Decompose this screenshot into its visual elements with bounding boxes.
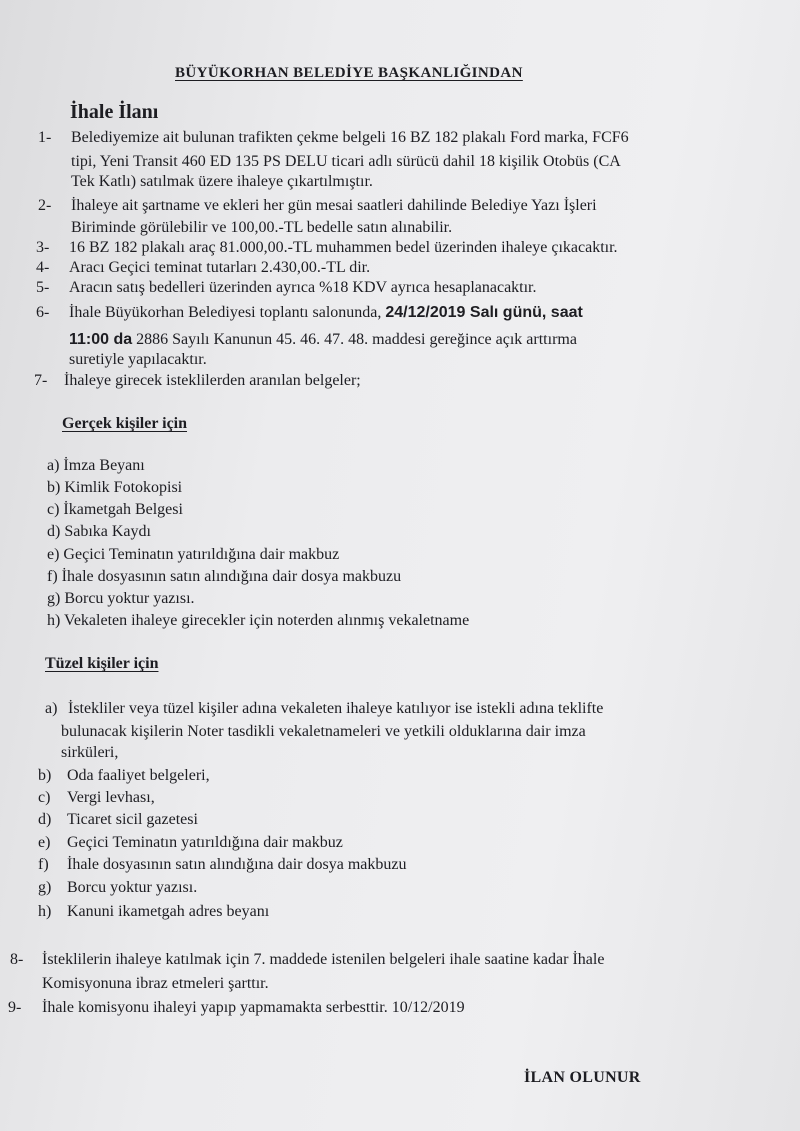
tuzel-letter: e)	[38, 834, 51, 851]
item-2-line: Biriminde görülebilir ve 100,00.-TL bedelle satın alınabilir.	[71, 219, 453, 236]
item-2-number: 2-	[38, 197, 52, 214]
tuzel-letter: h)	[38, 903, 52, 920]
tuzel-a-line: sirküleri,	[61, 744, 119, 761]
document-title: BÜYÜKORHAN BELEDİYE BAŞKANLIĞINDAN	[175, 65, 523, 81]
item-1-line: Tek Katlı) satılmak üzere ihaleye çıkartılmıştır.	[71, 173, 373, 190]
gercek-list-item: g) Borcu yoktur yazısı.	[47, 590, 195, 607]
item-6-line: suretiyle yapılacaktır.	[69, 351, 207, 368]
item-2-line: İhaleye ait şartname ve ekleri her gün mesai saatleri dahilinde Belediye Yazı İşleri	[71, 197, 597, 214]
tuzel-list-item: Borcu yoktur yazısı.	[67, 879, 198, 896]
item-7-number: 7-	[34, 372, 48, 389]
item-6-line	[69, 303, 583, 323]
item-1-line: tipi, Yeni Transit 460 ED 135 PS DELU ticari adlı sürücü dahil 18 kişilik Otobüs (CA	[71, 153, 621, 170]
tuzel-letter: b)	[38, 767, 52, 784]
item-4-number: 4-	[36, 259, 50, 276]
tuzel-letter: g)	[38, 879, 52, 896]
item-5-number: 5-	[36, 279, 50, 296]
tuzel-list-item: Vergi levhası,	[67, 789, 155, 806]
gercek-heading: Gerçek kişiler için	[62, 415, 188, 432]
tuzel-a-line: İstekliler veya tüzel kişiler adına vekaleten ihaleye katılıyor ise istekli adına teklifte	[68, 700, 604, 717]
tuzel-letter: d)	[38, 811, 52, 828]
gercek-list-item: b) Kimlik Fotokopisi	[47, 479, 183, 496]
signature: İLAN OLUNUR	[524, 1069, 641, 1086]
gercek-list-item: h) Vekaleten ihaleye girecekler için noterden alınmış vekaletname	[47, 612, 470, 629]
tuzel-a-line: bulunacak kişilerin Noter tasdikli vekaletnameleri ve yetkili olduklarına dair imza	[61, 723, 586, 740]
tuzel-list-item: İhale dosyasının satın alındığına dair dosya makbuzu	[67, 856, 407, 873]
document-subtitle: İhale İlanı	[70, 101, 159, 123]
item-1-line: Belediyemize ait bulunan trafikten çekme belgeli 16 BZ 182 plakalı Ford marka, FCF6	[71, 129, 629, 146]
item-6-line	[69, 330, 577, 350]
tuzel-list-item: Ticaret sicil gazetesi	[67, 811, 198, 828]
tuzel-heading: Tüzel kişiler için	[45, 655, 159, 672]
gercek-list-item: c) İkametgah Belgesi	[47, 501, 183, 518]
item-6-date: 24/12/2019 Salı günü, saat	[385, 304, 583, 321]
item-9-line: İhale komisyonu ihaleyi yapıp yapmamakta serbesttir. 10/12/2019	[42, 999, 465, 1016]
item-3-number: 3-	[36, 239, 50, 256]
gercek-list-item: a) İmza Beyanı	[47, 457, 145, 474]
tuzel-letter: a)	[45, 700, 58, 717]
item-6-number: 6-	[36, 304, 50, 321]
item-3-line: 16 BZ 182 plakalı araç 81.000,00.-TL muhammen bedel üzerinden ihaleye çıkacaktır.	[69, 239, 618, 256]
item-7-line: İhaleye girecek isteklilerden aranılan belgeler;	[64, 372, 361, 389]
item-6-time: 11:00 da	[69, 331, 133, 348]
gercek-list-item: d) Sabıka Kaydı	[47, 523, 151, 540]
gercek-list-item: f) İhale dosyasının satın alındığına dair dosya makbuzu	[47, 568, 402, 585]
item-5-line: Aracın satış bedelleri üzerinden ayrıca %18 KDV ayrıca hesaplanacaktır.	[69, 279, 537, 296]
item-6-text: 2886 Sayılı Kanunun 45. 46. 47. 48. maddesi gereğince açık arttırma	[132, 331, 577, 348]
tuzel-letter: c)	[38, 789, 51, 806]
tuzel-list-item: Oda faaliyet belgeleri,	[67, 767, 210, 784]
item-8-line: İsteklilerin ihaleye katılmak için 7. maddede istenilen belgeleri ihale saatine kadar İhale	[42, 951, 605, 968]
tuzel-list-item: Geçici Teminatın yatırıldığına dair makbuz	[67, 834, 343, 851]
tuzel-list-item: Kanuni ikametgah adres beyanı	[67, 903, 270, 920]
tuzel-letter: f)	[38, 856, 49, 873]
item-1-number: 1-	[38, 129, 52, 146]
item-8-line: Komisyonuna ibraz etmeleri şarttır.	[42, 975, 269, 992]
item-4-line: Aracı Geçici teminat tutarları 2.430,00.-TL dir.	[69, 259, 371, 276]
item-8-number: 8-	[10, 951, 24, 968]
item-9-number: 9-	[8, 999, 22, 1016]
gercek-list-item: e) Geçici Teminatın yatırıldığına dair makbuz	[47, 546, 340, 563]
item-6-text: İhale Büyükorhan Belediyesi toplantı salonunda,	[69, 304, 386, 321]
